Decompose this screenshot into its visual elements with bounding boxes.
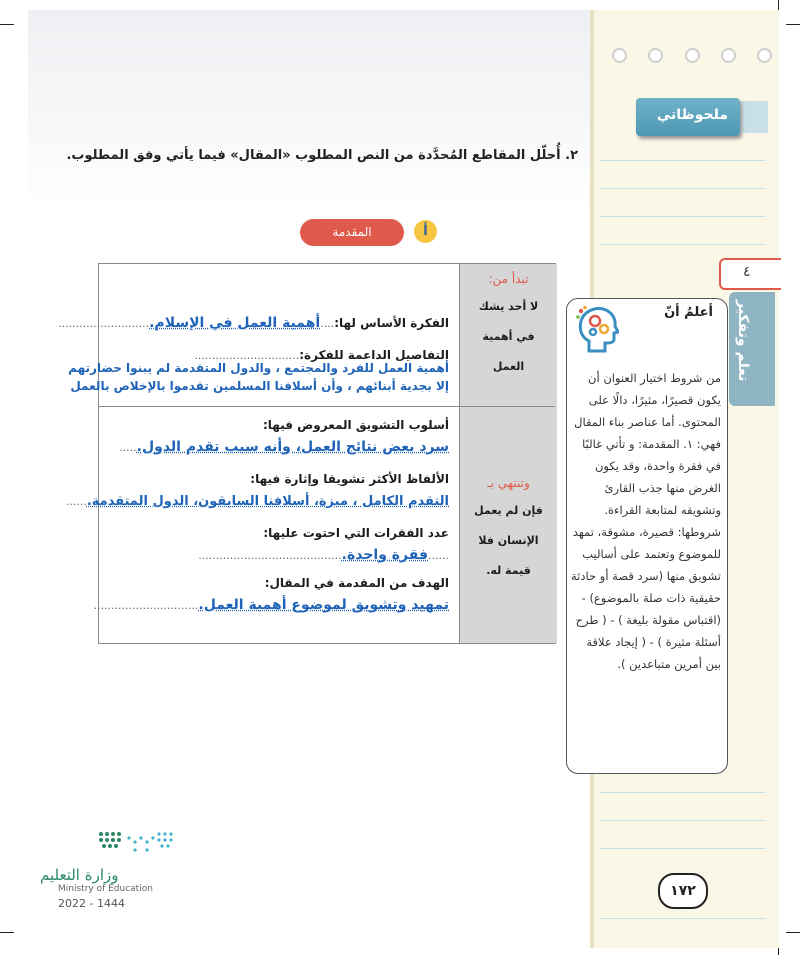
row1-side-line: في أهمية <box>482 330 535 343</box>
dots: ...... <box>428 549 449 562</box>
paragraphs-answer: فقرة واحدة. <box>341 547 429 563</box>
binder-hole <box>648 48 663 63</box>
main-idea-row <box>58 312 449 331</box>
binder-hole <box>685 48 700 63</box>
ministry-name-ar: وزارة التعليم <box>40 866 119 884</box>
style-answer-row <box>119 436 449 455</box>
words-answer: التقدم الكامل ، ميزة، أسلافنا السابقون، الدول المتقدمة. <box>86 494 449 509</box>
head-gears-icon <box>575 305 619 355</box>
main-idea-label: الفكرة الأساس لها: <box>334 316 449 330</box>
row2-side-title: وتنتهي بـ <box>487 476 530 490</box>
dots: ......................................... <box>198 549 342 562</box>
dots: .............................. <box>194 349 300 362</box>
ruled-line <box>600 244 765 245</box>
paragraphs-answer-row <box>198 544 449 563</box>
crop-mark <box>0 932 14 933</box>
binder-hole <box>612 48 627 63</box>
details-answer-2: إلا بجدية أبنائهم ، وأن أسلافنا المسلمين تقدموا بالإخلاص بالعمل <box>70 379 449 393</box>
analysis-table <box>58 263 556 644</box>
goal-answer-row <box>94 594 450 613</box>
crop-mark <box>786 932 800 933</box>
goal-label-text: الهدف من المقدمة في المقال: <box>264 576 449 590</box>
chapter-tab <box>719 258 781 290</box>
dots: .............................. <box>93 599 199 612</box>
notes-tab-stub <box>740 101 768 133</box>
know-box-title: أعلمُ أنّ <box>664 305 713 320</box>
row2-side-line: فإن لم يعمل <box>474 504 543 517</box>
row-divider <box>99 406 555 407</box>
ruled-line <box>600 848 765 849</box>
page-number: ١٧٢ <box>658 873 708 909</box>
dots: .... <box>320 317 335 330</box>
chapter-number: ٤ <box>743 264 751 280</box>
ruled-line <box>600 792 765 793</box>
section-letter: أ <box>414 220 437 243</box>
style-label <box>263 414 449 433</box>
know-box-body: من شروط اختيار العنوان أن يكون قصيرًا، مثيرًا، دالًا على المحتوى. أما عناصر بناء المقال فهي: ١. المقدمة: و تأتي غالبًا في فقرة واحدة، وقد يكون الغرض منها جذب القارئ وتشويقه لمتابعة القراءة. شروطها: قصيرة، مشوقة، تمهد للموضوع وتعتمد على أساليب تشويق منها (سرد قصة أو حادثة حقيقية ذات صلة بالموضوع) -(اقتباس مقولة بليغة ) - ( طرح أسئلة مثيرة ) - ( إيجاد علاقة بين أمرين متباعدين ). <box>571 371 721 671</box>
paragraphs-label <box>263 522 449 541</box>
year-label: 2022 - 1444 <box>58 897 125 910</box>
know-box <box>566 298 728 774</box>
notes-label: ملحوظاتي <box>656 107 728 123</box>
binder-hole <box>757 48 772 63</box>
table-side-column <box>459 264 557 643</box>
binder-hole <box>721 48 736 63</box>
vertical-tab <box>729 292 775 406</box>
style-answer: سرد بعض نتائج العمل، وأنه سبب تقدم الدول. <box>136 439 449 455</box>
section-pill: المقدمة <box>300 219 404 246</box>
dots: ...... <box>65 495 87 508</box>
goal-answer: تمهيد وتشويق لموضوع أهمية العمل. <box>198 597 449 613</box>
main-idea-answer: أهمية العمل في الإسلام. <box>149 315 321 331</box>
row1-side-title: تبدأ من: <box>488 272 529 286</box>
row2-side-line: قيمة له. <box>486 564 531 577</box>
words-label-text: الألفاظ الأكثر تشويقا وإثارة فيها: <box>250 472 449 486</box>
style-label-text: أسلوب التشويق المعروض فيها: <box>263 418 449 432</box>
binder-holes <box>612 48 772 63</box>
words-answer-row <box>66 490 449 509</box>
question-text: ٢. أُحلّل المقاطع المُحدَّدة من النص المطلوب «المقال» فيما يأتي وفق المطلوب. <box>66 148 578 163</box>
row1-side-line: العمل <box>492 360 525 373</box>
crop-mark <box>786 24 800 25</box>
paragraphs-label-text: عدد الفقرات التي احتوت عليها: <box>263 526 449 540</box>
ministry-name-en: Ministry of Education <box>58 884 153 894</box>
crop-mark <box>0 24 14 25</box>
ruled-line <box>600 820 765 821</box>
goal-label <box>265 572 449 591</box>
words-label <box>250 468 449 487</box>
row1-side-line: لا أحد يشك <box>478 300 539 313</box>
details-label: التفاصيل الداعمة للفكرة: <box>299 348 449 362</box>
details-answer-1: أهمية العمل للفرد والمجتمع ، والدول المتقدمة لم يبنوا حضارتهم <box>68 361 449 375</box>
ministry-logo-icon <box>95 828 175 858</box>
dots: ..... <box>119 441 137 454</box>
ruled-line <box>600 188 765 189</box>
ruled-line <box>600 216 765 217</box>
ruled-line <box>600 160 765 161</box>
notes-tab <box>636 98 740 136</box>
row2-side-line: الإنسان فلا <box>478 534 539 547</box>
dots: .......................... <box>58 317 150 330</box>
ruled-line <box>600 918 765 919</box>
vertical-tab-label: تعلم وتفكير <box>735 300 751 382</box>
